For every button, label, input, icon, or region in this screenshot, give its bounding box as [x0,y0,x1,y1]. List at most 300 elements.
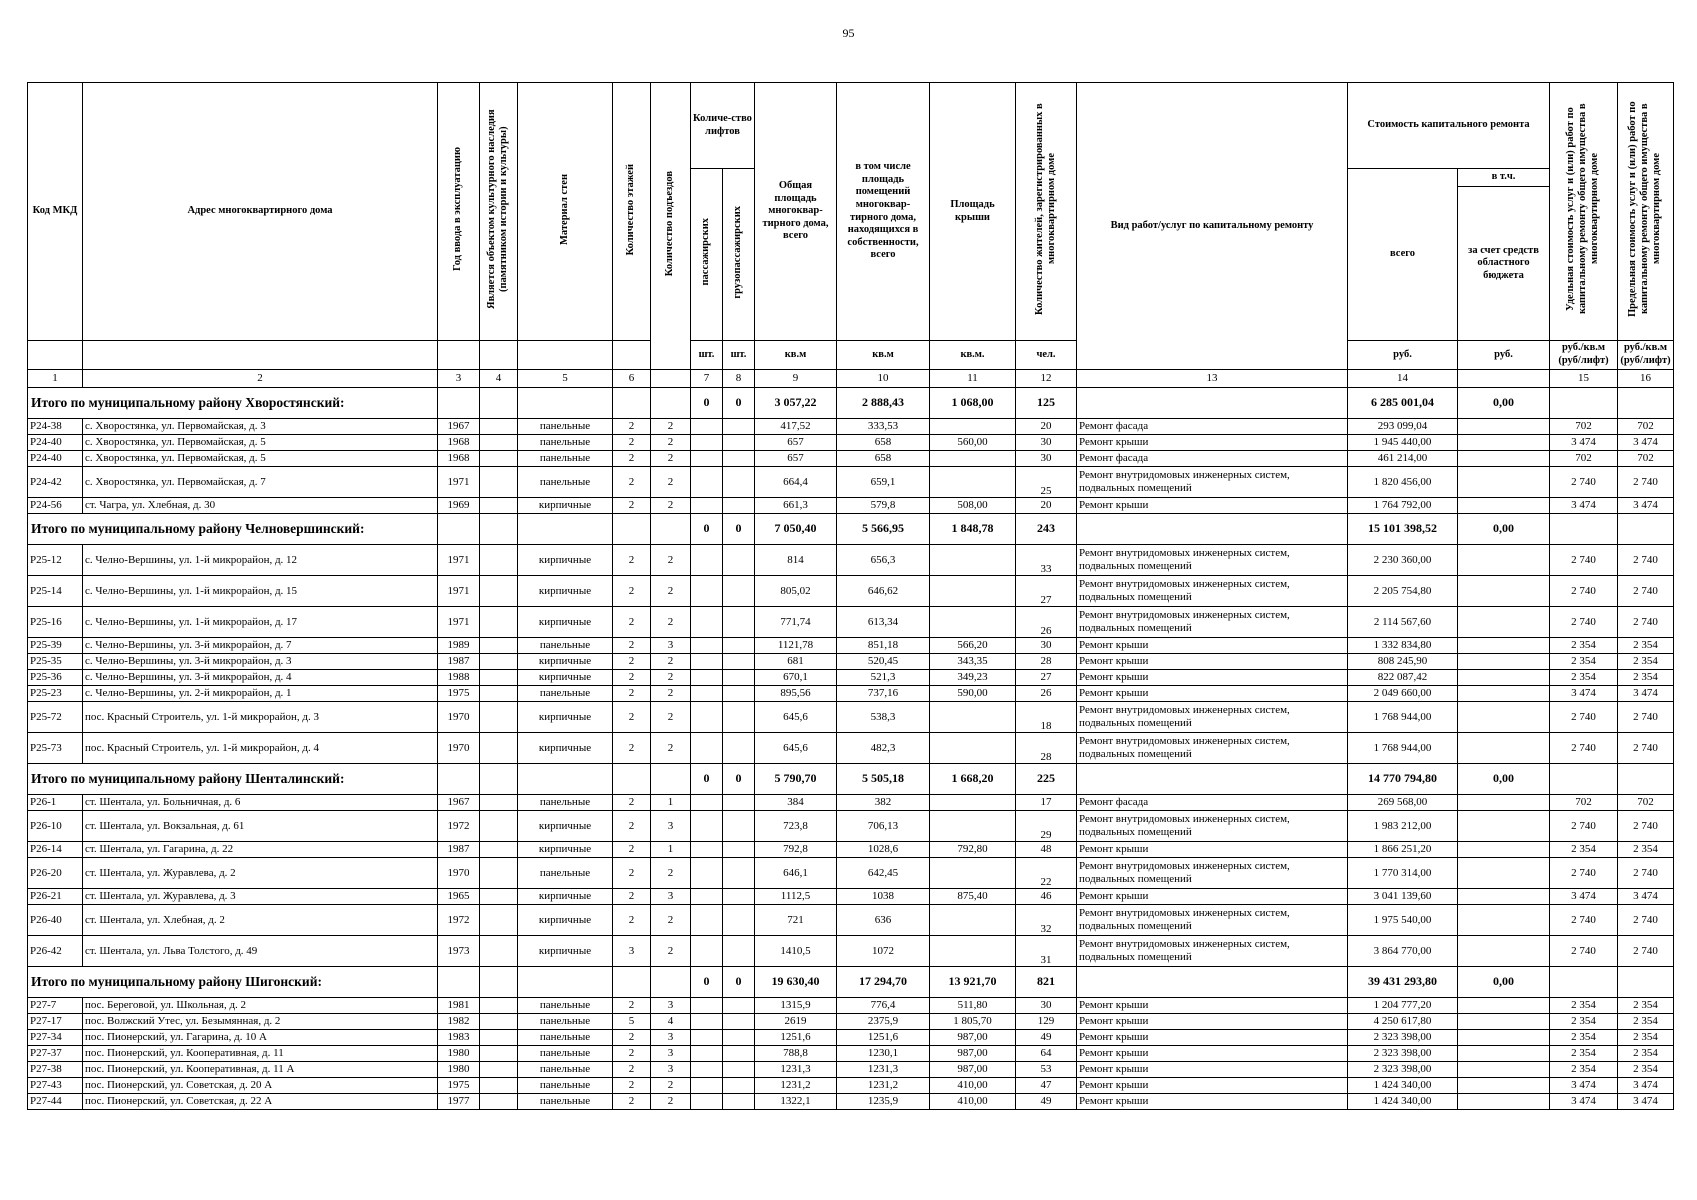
address: с. Челно-Вершины, ул. 3-й микрорайон, д. 7 [83,638,438,654]
year: 1970 [438,702,480,733]
unit-cost: 702 [1550,451,1618,467]
lifts-cargo [723,842,755,858]
units-row [28,341,1674,370]
regional-funds [1458,842,1550,858]
roof-area [930,451,1016,467]
residents: 48 [1016,842,1077,858]
total-lifts-cargo: 0 [723,514,755,545]
mkd-code: Р25-73 [28,733,83,764]
year: 1980 [438,1046,480,1062]
unit-cost: 2 354 [1550,670,1618,686]
heritage [480,638,518,654]
year: 1972 [438,811,480,842]
residents: 26 [1016,607,1077,638]
mkd-code: Р26-14 [28,842,83,858]
address: ст. Шентала, ул. Больничная, д. 6 [83,795,438,811]
year: 1975 [438,1078,480,1094]
roof-area [930,936,1016,967]
unit-lifts-p: шт. [691,341,723,370]
owned-area: 659,1 [837,467,930,498]
cost: 1 770 314,00 [1348,858,1458,889]
lifts-cargo [723,936,755,967]
wall-material: кирпичные [518,842,613,858]
lifts-passenger [691,670,723,686]
residents: 29 [1016,811,1077,842]
heritage [480,451,518,467]
empty-cell [651,514,691,545]
owned-area: 1231,3 [837,1062,930,1078]
entrances: 3 [651,998,691,1014]
entrances: 2 [651,733,691,764]
lifts-cargo [723,795,755,811]
table-row [28,795,1674,811]
limit-cost: 2 740 [1618,545,1674,576]
limit-cost: 2 354 [1618,1046,1674,1062]
header-limit-cost: Предельная стоимость услуг и (или) работ по капитальному ремонту общего имущества в многоквартирном доме [1618,83,1674,341]
residents: 30 [1016,435,1077,451]
cost: 1 332 834,80 [1348,638,1458,654]
total-area: 657 [755,451,837,467]
roof-area [930,576,1016,607]
lifts-cargo [723,1078,755,1094]
total-lifts-cargo: 0 [723,967,755,998]
regional-funds [1458,1046,1550,1062]
address: ст. Шентала, ул. Вокзальная, д. 61 [83,811,438,842]
owned-area: 520,45 [837,654,930,670]
work-type: Ремонт крыши [1077,1094,1348,1110]
entrances: 2 [651,654,691,670]
empty-cell [438,388,480,419]
heritage [480,545,518,576]
roof-area [930,467,1016,498]
floors: 2 [613,654,651,670]
work-type: Ремонт фасада [1077,419,1348,435]
unit-lifts-c: шт. [723,341,755,370]
total-area: 7 050,40 [755,514,837,545]
owned-area: 1028,6 [837,842,930,858]
limit-cost: 2 740 [1618,467,1674,498]
year: 1967 [438,419,480,435]
floors: 2 [613,545,651,576]
residents: 28 [1016,733,1077,764]
lifts-passenger [691,654,723,670]
heritage [480,670,518,686]
floors: 2 [613,419,651,435]
empty-cell [1077,514,1348,545]
column-number: 5 [518,370,613,388]
address: ст. Шентала, ул. Хлебная, д. 2 [83,905,438,936]
lifts-passenger [691,702,723,733]
address: с. Челно-Вершины, ул. 1-й микрорайон, д. 15 [83,576,438,607]
table-row [28,545,1674,576]
column-number [1458,370,1550,388]
lifts-cargo [723,905,755,936]
wall-material: панельные [518,795,613,811]
empty-cell [1618,514,1674,545]
work-type: Ремонт внутридомовых инженерных систем, подвальных помещений [1077,905,1348,936]
empty-cell [438,967,480,998]
unit-limitcost: руб./кв.м (руб/лифт) [1618,341,1674,370]
lifts-cargo [723,419,755,435]
year: 1981 [438,998,480,1014]
total-area: 771,74 [755,607,837,638]
regional-funds [1458,467,1550,498]
work-type: Ремонт крыши [1077,435,1348,451]
heritage [480,702,518,733]
unit-res: чел. [1016,341,1077,370]
district-total-title: Итого по муниципальному району Шигонский: [28,967,438,998]
owned-area: 1235,9 [837,1094,930,1110]
wall-material: кирпичные [518,576,613,607]
cost: 1 945 440,00 [1348,435,1458,451]
regional-funds [1458,654,1550,670]
empty-cell [518,764,613,795]
table-row [28,842,1674,858]
total-area: 805,02 [755,576,837,607]
total-area: 19 630,40 [755,967,837,998]
header-lifts: Количе-ство лифтов [691,83,755,169]
entrances: 2 [651,419,691,435]
table-header [28,83,1674,370]
owned-area: 2375,9 [837,1014,930,1030]
lifts-cargo [723,670,755,686]
mkd-code: Р25-35 [28,654,83,670]
limit-cost: 3 474 [1618,435,1674,451]
district-total-row [28,388,1674,419]
cost: 1 768 944,00 [1348,702,1458,733]
owned-area: 656,3 [837,545,930,576]
empty-cell [651,764,691,795]
table-row [28,889,1674,905]
empty-cell [1077,967,1348,998]
regional-funds [1458,670,1550,686]
total-lifts-cargo: 0 [723,764,755,795]
owned-area: 851,18 [837,638,930,654]
total-area: 664,4 [755,467,837,498]
heritage [480,1014,518,1030]
lifts-passenger [691,1046,723,1062]
total-area: 681 [755,654,837,670]
limit-cost: 702 [1618,419,1674,435]
regional-funds [1458,998,1550,1014]
table-row [28,998,1674,1014]
work-type: Ремонт внутридомовых инженерных систем, подвальных помещений [1077,467,1348,498]
total-lifts-passenger: 0 [691,764,723,795]
entrances: 3 [651,1046,691,1062]
table-row [28,467,1674,498]
column-number: 11 [930,370,1016,388]
entrances: 3 [651,1030,691,1046]
roof-area [930,795,1016,811]
lifts-passenger [691,889,723,905]
entrances: 3 [651,638,691,654]
table-row [28,905,1674,936]
work-type: Ремонт внутридомовых инженерных систем, подвальных помещений [1077,858,1348,889]
lifts-passenger [691,1014,723,1030]
mkd-code: Р26-21 [28,889,83,905]
cost: 1 975 540,00 [1348,905,1458,936]
header-address: Адрес многоквартирного дома [83,83,438,341]
cost: 2 230 360,00 [1348,545,1458,576]
residents: 33 [1016,545,1077,576]
empty-cell [651,388,691,419]
lifts-cargo [723,576,755,607]
mkd-code: Р26-40 [28,905,83,936]
district-total-title: Итого по муниципальному району Хворостянский: [28,388,438,419]
table-row [28,670,1674,686]
lifts-passenger [691,842,723,858]
total-regional: 0,00 [1458,514,1550,545]
owned-area: 382 [837,795,930,811]
regional-funds [1458,1030,1550,1046]
table-row [28,733,1674,764]
limit-cost: 2 354 [1618,1030,1674,1046]
owned-area: 1251,6 [837,1030,930,1046]
table-row [28,1062,1674,1078]
lifts-passenger [691,936,723,967]
roof-area: 410,00 [930,1094,1016,1110]
address: пос. Береговой, ул. Школьная, д. 2 [83,998,438,1014]
lifts-cargo [723,889,755,905]
lifts-cargo [723,1014,755,1030]
entrances: 2 [651,858,691,889]
roof-area [930,733,1016,764]
residents: 49 [1016,1030,1077,1046]
table-row [28,607,1674,638]
mkd-code: Р26-20 [28,858,83,889]
unit-cost: 2 740 [1550,576,1618,607]
empty-cell [518,514,613,545]
total-lifts-passenger: 0 [691,514,723,545]
total-lifts-passenger: 0 [691,967,723,998]
column-number: 10 [837,370,930,388]
lifts-cargo [723,451,755,467]
column-number: 6 [613,370,651,388]
limit-cost: 2 354 [1618,1062,1674,1078]
year: 1983 [438,1030,480,1046]
wall-material: панельные [518,419,613,435]
total-cost: 15 101 398,52 [1348,514,1458,545]
empty-cell [480,514,518,545]
unit-cost: 2 740 [1550,936,1618,967]
owned-area: 521,3 [837,670,930,686]
cost: 293 099,04 [1348,419,1458,435]
entrances: 2 [651,451,691,467]
roof-area: 566,20 [930,638,1016,654]
address: с. Челно-Вершины, ул. 3-й микрорайон, д. 3 [83,654,438,670]
unit-cost: 2 740 [1550,702,1618,733]
cost: 1 764 792,00 [1348,498,1458,514]
address: ст. Чагра, ул. Хлебная, д. 30 [83,498,438,514]
header-material: Материал стен [518,83,613,341]
year: 1987 [438,842,480,858]
cost: 2 205 754,80 [1348,576,1458,607]
total-cost: 39 431 293,80 [1348,967,1458,998]
lifts-cargo [723,702,755,733]
unit-regional: руб. [1458,341,1550,370]
mkd-code: Р27-7 [28,998,83,1014]
header-work-type: Вид работ/услуг по капитальному ремонту [1077,83,1348,370]
limit-cost: 2 740 [1618,936,1674,967]
unit-cost: 3 474 [1550,889,1618,905]
heritage [480,1046,518,1062]
cost: 1 204 777,20 [1348,998,1458,1014]
unit-cost: 3 474 [1550,686,1618,702]
cost: 3 041 139,60 [1348,889,1458,905]
total-area: 645,6 [755,702,837,733]
regional-funds [1458,451,1550,467]
unit-owned: кв.м [837,341,930,370]
mkd-code: Р25-12 [28,545,83,576]
wall-material: кирпичные [518,498,613,514]
regional-funds [1458,435,1550,451]
table-row [28,1030,1674,1046]
roof-area: 343,35 [930,654,1016,670]
total-area: 645,6 [755,733,837,764]
work-type: Ремонт фасада [1077,451,1348,467]
heritage [480,842,518,858]
total-residents: 243 [1016,514,1077,545]
floors: 2 [613,435,651,451]
floors: 2 [613,607,651,638]
address: ст. Шентала, ул. Журавлева, д. 3 [83,889,438,905]
entrances: 2 [651,670,691,686]
total-roof-area: 13 921,70 [930,967,1016,998]
empty-cell [1077,764,1348,795]
regional-funds [1458,811,1550,842]
total-owned-area: 5 566,95 [837,514,930,545]
residents: 25 [1016,467,1077,498]
entrances: 2 [651,545,691,576]
entrances: 2 [651,467,691,498]
residents: 27 [1016,576,1077,607]
unit-cost: 2 740 [1550,905,1618,936]
regional-funds [1458,905,1550,936]
address: ст. Шентала, ул. Журавлева, д. 2 [83,858,438,889]
year: 1971 [438,467,480,498]
work-type: Ремонт крыши [1077,638,1348,654]
floors: 2 [613,1078,651,1094]
header-unit-cost: Удельная стоимость услуг и (или) работ по капитальному ремонту общего имущества в многоквартирном доме [1550,83,1618,341]
mkd-code: Р25-72 [28,702,83,733]
year: 1975 [438,686,480,702]
total-residents: 225 [1016,764,1077,795]
limit-cost: 2 354 [1618,638,1674,654]
floors: 2 [613,842,651,858]
unit-cost: 2 354 [1550,1046,1618,1062]
address: пос. Пионерский, ул. Советская, д. 22 А [83,1094,438,1110]
wall-material: кирпичные [518,733,613,764]
district-total-row [28,764,1674,795]
lifts-cargo [723,686,755,702]
column-number: 8 [723,370,755,388]
work-type: Ремонт внутридомовых инженерных систем, подвальных помещений [1077,811,1348,842]
empty-cell [480,967,518,998]
table-row [28,638,1674,654]
column-number: 7 [691,370,723,388]
wall-material: кирпичные [518,545,613,576]
mkd-code: Р26-1 [28,795,83,811]
heritage [480,1078,518,1094]
year: 1971 [438,576,480,607]
regional-funds [1458,545,1550,576]
year: 1973 [438,936,480,967]
empty-cell [613,764,651,795]
wall-material: панельные [518,435,613,451]
mkd-code: Р27-38 [28,1062,83,1078]
unit-cost: 2 354 [1550,1030,1618,1046]
floors: 2 [613,670,651,686]
lifts-passenger [691,858,723,889]
empty-cell [1618,388,1674,419]
table-row [28,1046,1674,1062]
address: с. Челно-Вершины, ул. 1-й микрорайон, д. 17 [83,607,438,638]
residents: 47 [1016,1078,1077,1094]
header-regional: за счет средств областного бюджета [1458,187,1550,341]
header-residents: Количество жителей, зарегистрированных в многоквартирном доме [1016,83,1077,341]
regional-funds [1458,936,1550,967]
lifts-passenger [691,1062,723,1078]
mkd-code: Р25-23 [28,686,83,702]
cost: 1 424 340,00 [1348,1094,1458,1110]
repair-register-table [27,82,1674,1110]
total-residents: 125 [1016,388,1077,419]
table-row [28,654,1674,670]
mkd-code: Р27-17 [28,1014,83,1030]
residents: 129 [1016,1014,1077,1030]
unit-cost: 2 354 [1550,998,1618,1014]
roof-area [930,545,1016,576]
lifts-cargo [723,545,755,576]
residents: 31 [1016,936,1077,967]
work-type: Ремонт внутридомовых инженерных систем, подвальных помещений [1077,733,1348,764]
column-number: 13 [1077,370,1348,388]
table-row [28,498,1674,514]
floors: 2 [613,498,651,514]
regional-funds [1458,733,1550,764]
address: с. Хворостянка, ул. Первомайская, д. 5 [83,451,438,467]
district-total-row [28,967,1674,998]
residents: 18 [1016,702,1077,733]
heritage [480,607,518,638]
limit-cost: 3 474 [1618,498,1674,514]
floors: 2 [613,1030,651,1046]
unit-unitcost: руб./кв.м (руб/лифт) [1550,341,1618,370]
heritage [480,936,518,967]
unit-cost: 2 740 [1550,467,1618,498]
cost: 2 323 398,00 [1348,1062,1458,1078]
heritage [480,419,518,435]
roof-area [930,858,1016,889]
residents: 20 [1016,498,1077,514]
work-type: Ремонт крыши [1077,686,1348,702]
limit-cost: 2 740 [1618,811,1674,842]
total-area: 792,8 [755,842,837,858]
empty-cell [613,514,651,545]
lifts-cargo [723,1062,755,1078]
header-cargo-lifts: грузопассажирских [723,169,755,341]
mkd-code: Р26-42 [28,936,83,967]
work-type: Ремонт крыши [1077,498,1348,514]
lifts-passenger [691,811,723,842]
floors: 2 [613,451,651,467]
roof-area: 508,00 [930,498,1016,514]
total-area: 721 [755,905,837,936]
regional-funds [1458,1078,1550,1094]
work-type: Ремонт фасада [1077,795,1348,811]
total-area: 895,56 [755,686,837,702]
total-lifts-passenger: 0 [691,388,723,419]
